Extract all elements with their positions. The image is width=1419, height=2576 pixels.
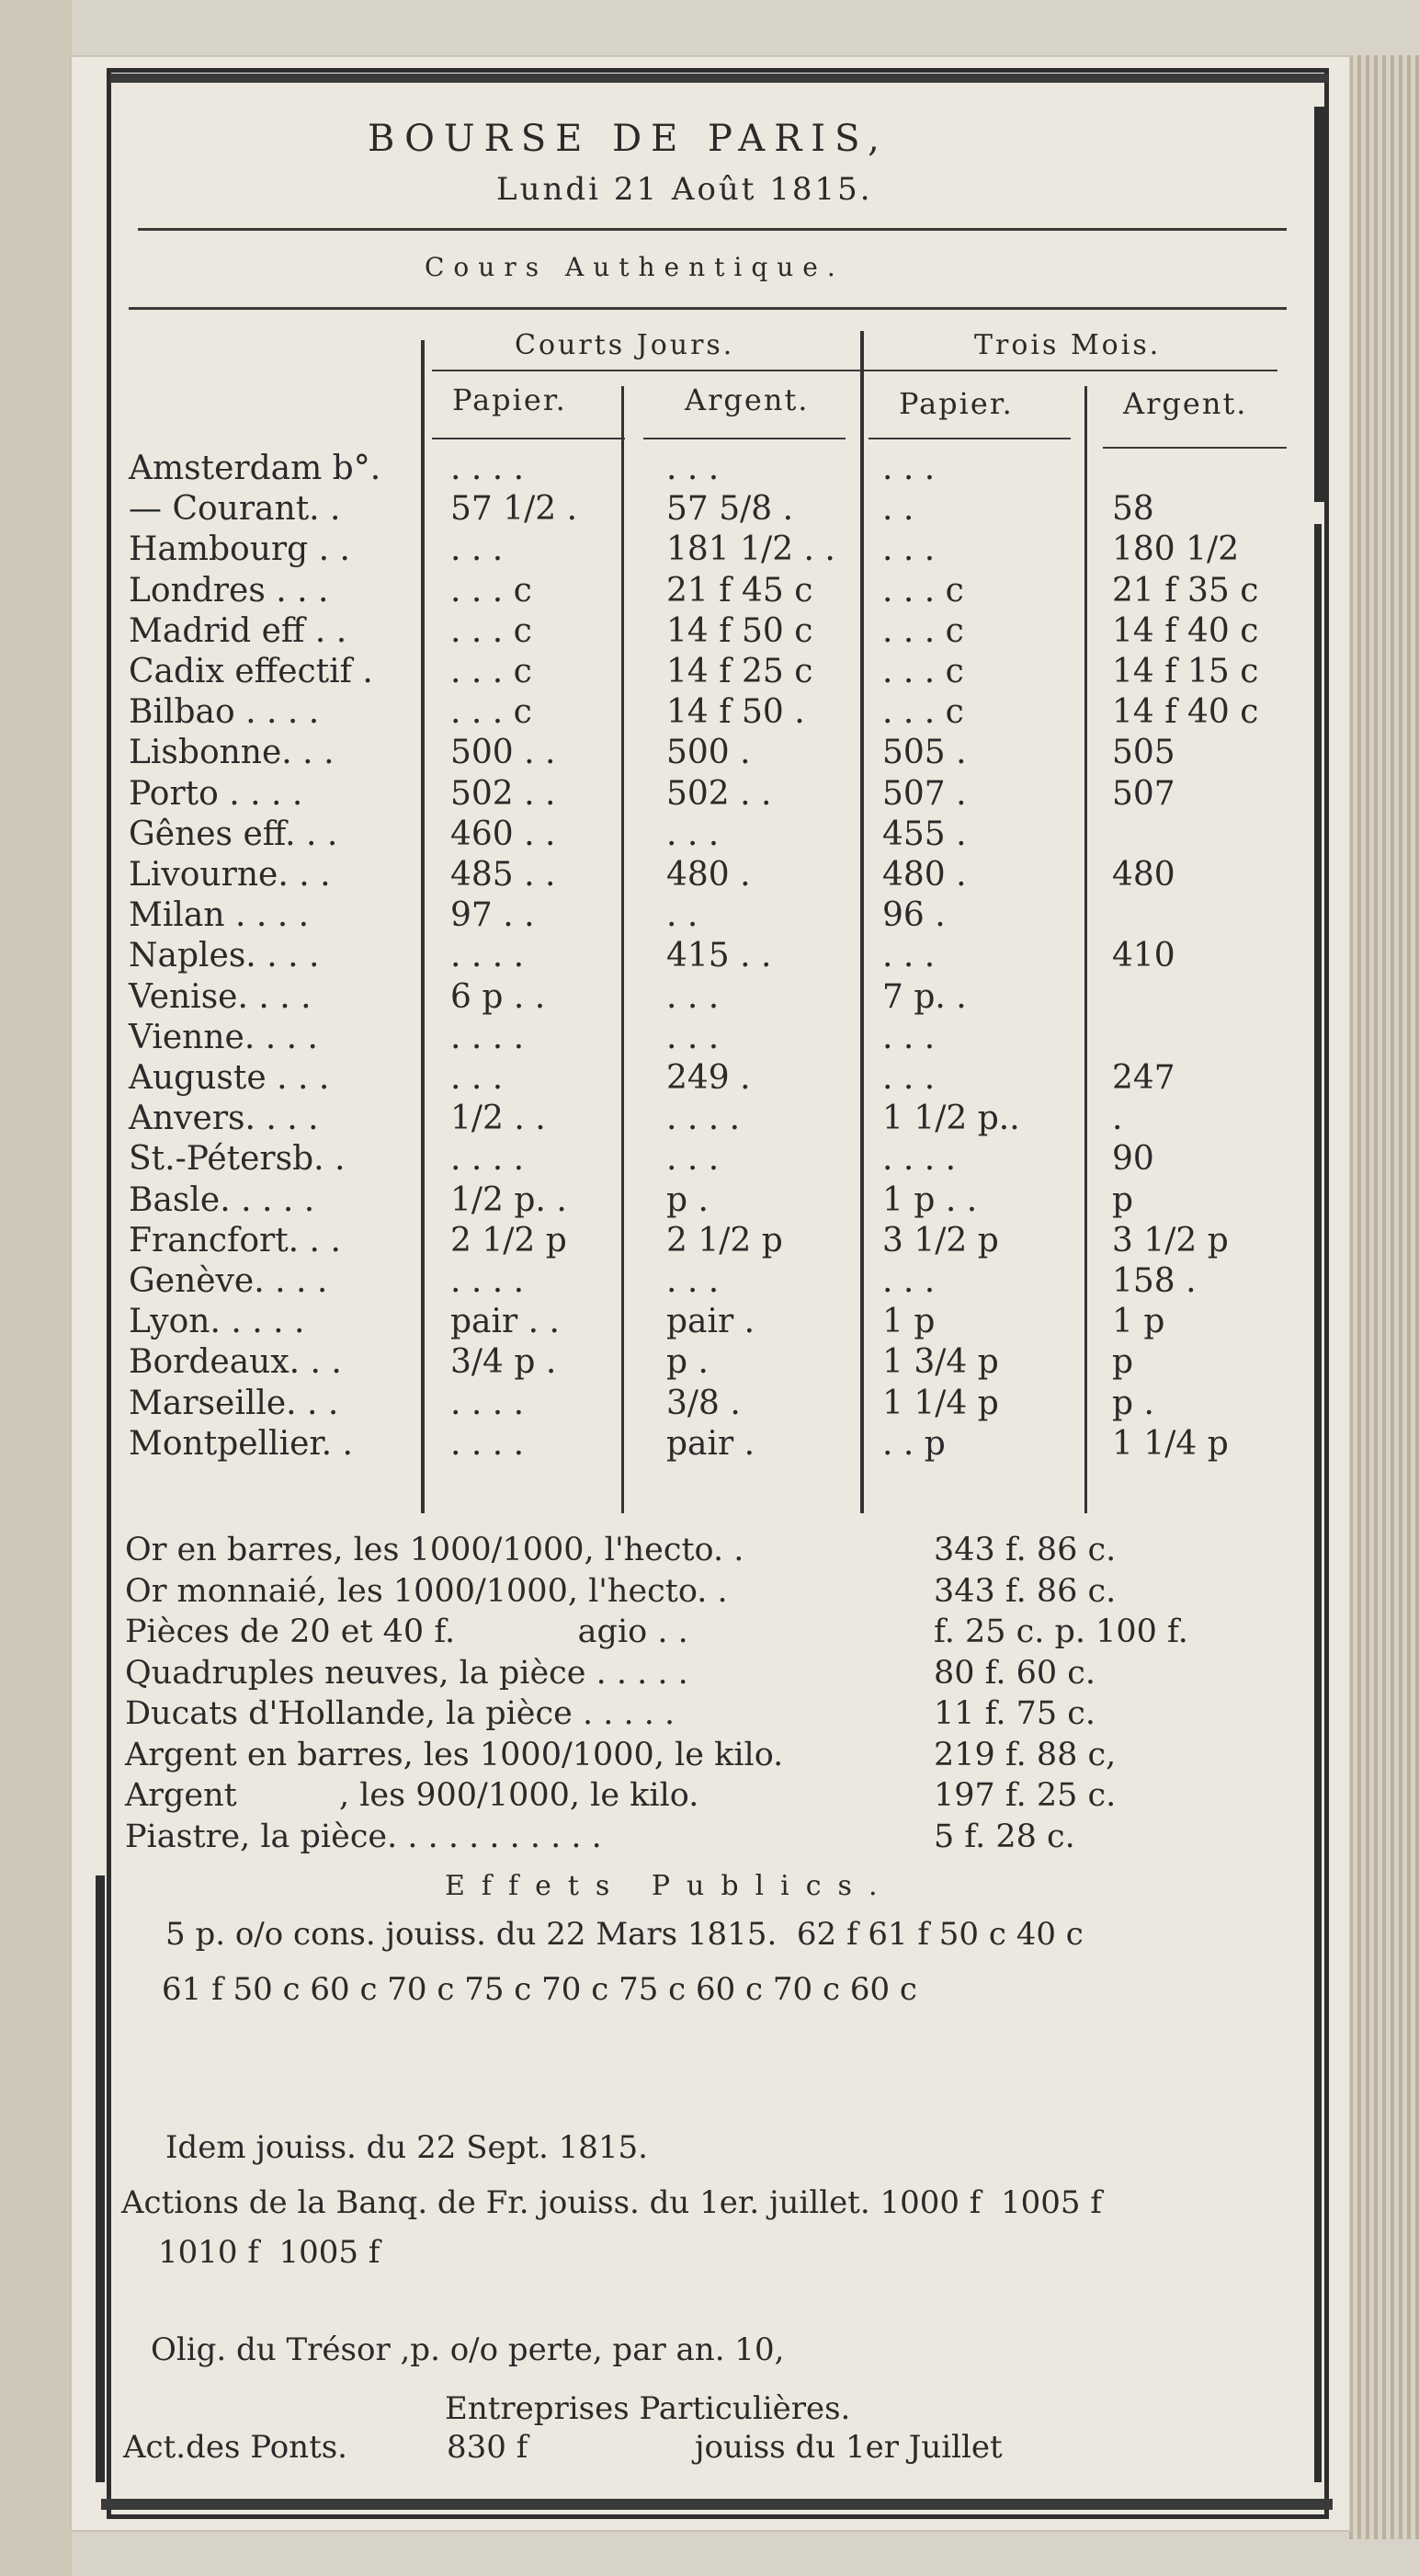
divider [432,370,1277,371]
courts-papier-cell: . . . c [450,611,532,650]
metal-value: 80 f. 60 c. [934,1654,1096,1692]
date-line: Lundi 21 Août 1815. [496,171,873,208]
place-name: Montpellier. . [129,1424,353,1463]
trois-papier-cell: 1 p [882,1303,936,1341]
metal-label: Argent en barres, les 1000/1000, le kilo. [125,1736,784,1773]
place-name: Vienne. . . . [129,1018,318,1056]
place-name: Lisbonne. . . [129,734,335,772]
trois-argent-cell: 158 . [1112,1262,1197,1300]
right-rule-thick [1314,107,1329,502]
place-name: Madrid eff . . [129,611,347,650]
trois-papier-cell: . . . [882,1018,936,1056]
trois-papier-cell: . . [882,490,914,529]
metal-value: 197 f. 25 c. [934,1777,1117,1814]
courts-papier-cell: 2 1/2 p [450,1221,567,1260]
table-row [129,1221,1287,1261]
place-name: Gênes eff. . . [129,815,338,853]
metal-row [125,1571,1301,1612]
courts-argent-cell: . . . [666,450,720,487]
table-row [129,815,1287,855]
column-header-argent: Argent. [1123,386,1248,421]
courts-argent-cell: 14 f 50 c [666,611,813,650]
courts-papier-cell: . . . . [450,1018,525,1056]
courts-argent-cell: 500 . [666,734,751,772]
trois-papier-cell: . . . [882,937,936,975]
courts-argent-cell: p . [666,1180,709,1219]
trois-argent-cell: 507 [1112,774,1175,813]
trois-papier-cell: 3 1/2 p [882,1221,999,1260]
trois-argent-cell: 14 f 40 c [1112,611,1259,650]
trois-argent-cell: 90 [1112,1140,1154,1179]
table-row [129,1261,1287,1302]
courts-argent-cell: 21 f 45 c [666,571,813,610]
courts-papier-cell: 460 . . [450,815,556,853]
courts-argent-cell: 249 . [666,1059,751,1097]
table-row [129,855,1287,895]
trois-argent-cell: 505 [1112,734,1175,772]
place-name: St.-Pétersb. . [129,1140,346,1179]
trois-argent-cell: 180 1/2 [1112,530,1240,569]
table-row [129,1099,1287,1139]
trois-papier-cell: 7 p. . [882,977,967,1016]
courts-papier-cell: . . . [450,1059,504,1097]
place-name: Cadix effectif . [129,653,373,690]
top-rule [110,74,1328,83]
metal-value: 219 f. 88 c, [934,1736,1117,1773]
bottom-rule [101,2499,1333,2510]
metal-row [125,1775,1301,1816]
obligations-tresor-line: Olig. du Trésor ,p. o/o perte, par an. 10, [151,2331,785,2368]
courts-papier-cell: . . . c [450,693,532,732]
courts-papier-cell: 97 . . [450,896,535,935]
courts-argent-cell: . . [666,896,698,935]
courts-papier-cell: . . . . [450,450,525,487]
courts-papier-cell: 485 . . [450,856,556,894]
right-rule [1314,524,1322,2482]
courts-argent-cell: . . . . [666,1100,741,1138]
courts-argent-cell: pair . [666,1303,755,1341]
divider [643,438,846,439]
metal-label: Argent , les 900/1000, le kilo. [125,1777,699,1814]
courts-argent-cell: 480 . [666,856,751,894]
table-row [129,449,1287,489]
rente-line-2: 61 f 50 c 60 c 70 c 75 c 70 c 75 c 60 c 70 c 60 c [162,1971,917,2008]
trois-papier-cell: 507 . [882,774,967,813]
table-row [129,1180,1287,1221]
trois-argent-cell: 14 f 15 c [1112,653,1259,690]
metal-value: 5 f. 28 c. [934,1818,1075,1855]
place-name: Bilbao . . . . [129,693,320,732]
trois-papier-cell: 455 . [882,815,967,853]
ponts-value: 830 f [447,2429,528,2466]
courts-papier-cell: pair . . [450,1303,561,1341]
trois-papier-cell: . . . [882,1262,936,1300]
divider [868,438,1071,439]
table-row [129,489,1287,530]
metal-label: Or en barres, les 1000/1000, l'hecto. . [125,1532,744,1568]
courts-argent-cell: . . . [666,1018,720,1056]
trois-papier-cell: 1 p . . [882,1180,978,1219]
metal-value: 343 f. 86 c. [934,1572,1117,1610]
page-edges [1349,55,1419,2539]
trois-papier-cell: . . . c [882,653,964,690]
metal-row [125,1612,1301,1652]
table-row [129,977,1287,1018]
rente-idem-line: Idem jouiss. du 22 Sept. 1815. [165,2129,648,2166]
trois-argent-cell: 14 f 40 c [1112,693,1259,732]
trois-papier-cell: . . . c [882,693,964,732]
divider [129,307,1287,310]
courts-papier-cell: 6 p . . [450,977,546,1016]
courts-papier-cell: . . . . [450,937,525,975]
courts-papier-cell: . . . . [450,1424,525,1463]
actions-banque-line-1: Actions de la Banq. de Fr. jouiss. du 1er. juillet. 1000 f 1005 f [121,2184,1102,2221]
trois-papier-cell: . . . . [882,1140,957,1179]
page-title: BOURSE DE PARIS, [368,118,889,160]
trois-argent-cell: 21 f 35 c [1112,571,1259,610]
courts-papier-cell: . . . [450,530,504,569]
table-row [129,1302,1287,1342]
courts-argent-cell: 502 . . [666,774,772,813]
table-row [129,1424,1287,1465]
trois-papier-cell: . . . [882,450,936,487]
place-name: Marseille. . . [129,1384,339,1422]
table-row [129,1342,1287,1383]
place-name: Porto . . . . [129,774,303,813]
place-name: Bordeaux. . . [129,1343,342,1382]
column-header-papier: Papier. [452,382,567,417]
trois-argent-cell: 1 1/4 p [1112,1424,1229,1463]
table-row [129,733,1287,773]
courts-papier-cell: 500 . . [450,734,556,772]
ponts-label: Act.des Ponts. [123,2429,347,2466]
table-row [129,611,1287,652]
metal-value: f. 25 c. p. 100 f. [934,1613,1188,1650]
courts-argent-cell: 3/8 . [666,1384,741,1422]
place-name: Livourne. . . [129,856,331,894]
place-name: Naples. . . . [129,937,320,975]
courts-argent-cell: 2 1/2 p [666,1221,783,1260]
metal-value: 343 f. 86 c. [934,1532,1117,1568]
effets-publics-heading: Effets Publics. [445,1870,894,1902]
table-row [129,652,1287,692]
book-gutter [0,0,72,2576]
courts-argent-cell: 14 f 50 . [666,693,805,732]
table-row [129,936,1287,976]
table-row [129,1384,1287,1424]
table-row [129,1058,1287,1099]
trois-papier-cell: 1 3/4 p [882,1343,999,1382]
table-row [129,571,1287,611]
metal-value: 11 f. 75 c. [934,1695,1096,1732]
ponts-jouissance: jouiss du 1er Juillet [695,2429,1003,2466]
metal-label: Quadruples neuves, la pièce . . . . . [125,1654,688,1692]
trois-papier-cell: 96 . [882,896,946,935]
actions-banque-line-2: 1010 f 1005 f [158,2234,380,2271]
column-header-papier: Papier. [899,386,1014,421]
trois-argent-cell: 480 [1112,856,1175,894]
metal-label: Ducats d'Hollande, la pièce . . . . . [125,1695,675,1732]
courts-argent-cell: . . . [666,1140,720,1179]
courts-argent-cell: . . . [666,1262,720,1300]
place-name: Londres . . . [129,571,329,610]
courts-papier-cell: . . . . [450,1140,525,1179]
table-row [129,530,1287,570]
place-name: Genève. . . . [129,1262,328,1300]
metal-label: Piastre, la pièce. . . . . . . . . . . [125,1818,602,1855]
trois-papier-cell: . . . [882,530,936,569]
courts-papier-cell: 1/2 . . [450,1100,546,1138]
trois-argent-cell: p [1112,1180,1134,1219]
column-header-argent: Argent. [685,382,810,417]
table-row [129,1018,1287,1058]
place-name: Hambourg . . [129,530,350,569]
trois-papier-cell: 480 . [882,856,967,894]
trois-argent-cell: 1 p [1112,1303,1165,1341]
trois-papier-cell: . . p [882,1424,946,1463]
place-name: Francfort. . . [129,1221,341,1260]
courts-argent-cell: 181 1/2 . . [666,530,835,569]
place-name: Lyon. . . . . [129,1303,305,1341]
trois-argent-cell: 247 [1112,1059,1175,1097]
trois-papier-cell: 1 1/4 p [882,1384,999,1422]
trois-argent-cell: 3 1/2 p [1112,1221,1229,1260]
metal-row [125,1530,1301,1570]
table-row [129,692,1287,733]
courts-papier-cell: . . . c [450,571,532,610]
group-header-trois-mois: Trois Mois. [974,329,1162,361]
metal-row [125,1693,1301,1734]
trois-papier-cell: . . . c [882,611,964,650]
trois-papier-cell: . . . [882,1059,936,1097]
section-subtitle: Cours Authentique. [425,252,845,282]
place-name: Venise. . . . [129,977,312,1016]
metal-label: Or monnaié, les 1000/1000, l'hecto. . [125,1572,728,1610]
table-row [129,895,1287,936]
trois-argent-cell: p . [1112,1384,1154,1422]
place-name: — Courant. . [129,490,341,529]
trois-argent-cell: 58 [1112,490,1154,529]
place-name: Auguste . . . [129,1059,330,1097]
courts-papier-cell: . . . c [450,653,532,690]
metal-row [125,1735,1301,1775]
trois-papier-cell: . . . c [882,571,964,610]
trois-argent-cell: . [1112,1100,1123,1138]
table-row [129,774,1287,815]
place-name: Milan . . . . [129,896,310,935]
place-name: Anvers. . . . [129,1100,319,1138]
courts-argent-cell: 415 . . [666,937,772,975]
group-header-courts-jours: Courts Jours. [515,329,735,361]
metal-row [125,1817,1301,1857]
courts-papier-cell: . . . . [450,1384,525,1422]
courts-papier-cell: 57 1/2 . [450,490,578,529]
courts-papier-cell: 3/4 p . [450,1343,557,1382]
trois-argent-cell: p [1112,1343,1134,1382]
metal-label: Pièces de 20 et 40 f. agio . . [125,1613,688,1650]
courts-argent-cell: . . . [666,815,720,853]
courts-argent-cell: 57 5/8 . [666,490,794,529]
courts-papier-cell: 1/2 p. . [450,1180,567,1219]
trois-papier-cell: 1 1/2 p.. [882,1100,1020,1138]
trois-papier-cell: 505 . [882,734,967,772]
divider [138,228,1287,231]
table-row [129,1139,1287,1180]
rente-line-1: 5 p. o/o cons. jouiss. du 22 Mars 1815. 62 f 61 f 50 c 40 c [165,1916,1084,1953]
courts-argent-cell: . . . [666,977,720,1016]
courts-papier-cell: 502 . . [450,774,556,813]
entreprises-heading: Entreprises Particulières. [445,2390,851,2427]
left-rule [96,1875,105,2482]
courts-argent-cell: p . [666,1343,709,1382]
place-name: Basle. . . . . [129,1180,315,1219]
courts-papier-cell: . . . . [450,1262,525,1300]
metal-row [125,1653,1301,1693]
trois-argent-cell: 410 [1112,937,1175,975]
divider [432,438,625,439]
place-name: Amsterdam b°. [129,450,381,487]
courts-argent-cell: 14 f 25 c [666,653,813,690]
courts-argent-cell: pair . [666,1424,755,1463]
